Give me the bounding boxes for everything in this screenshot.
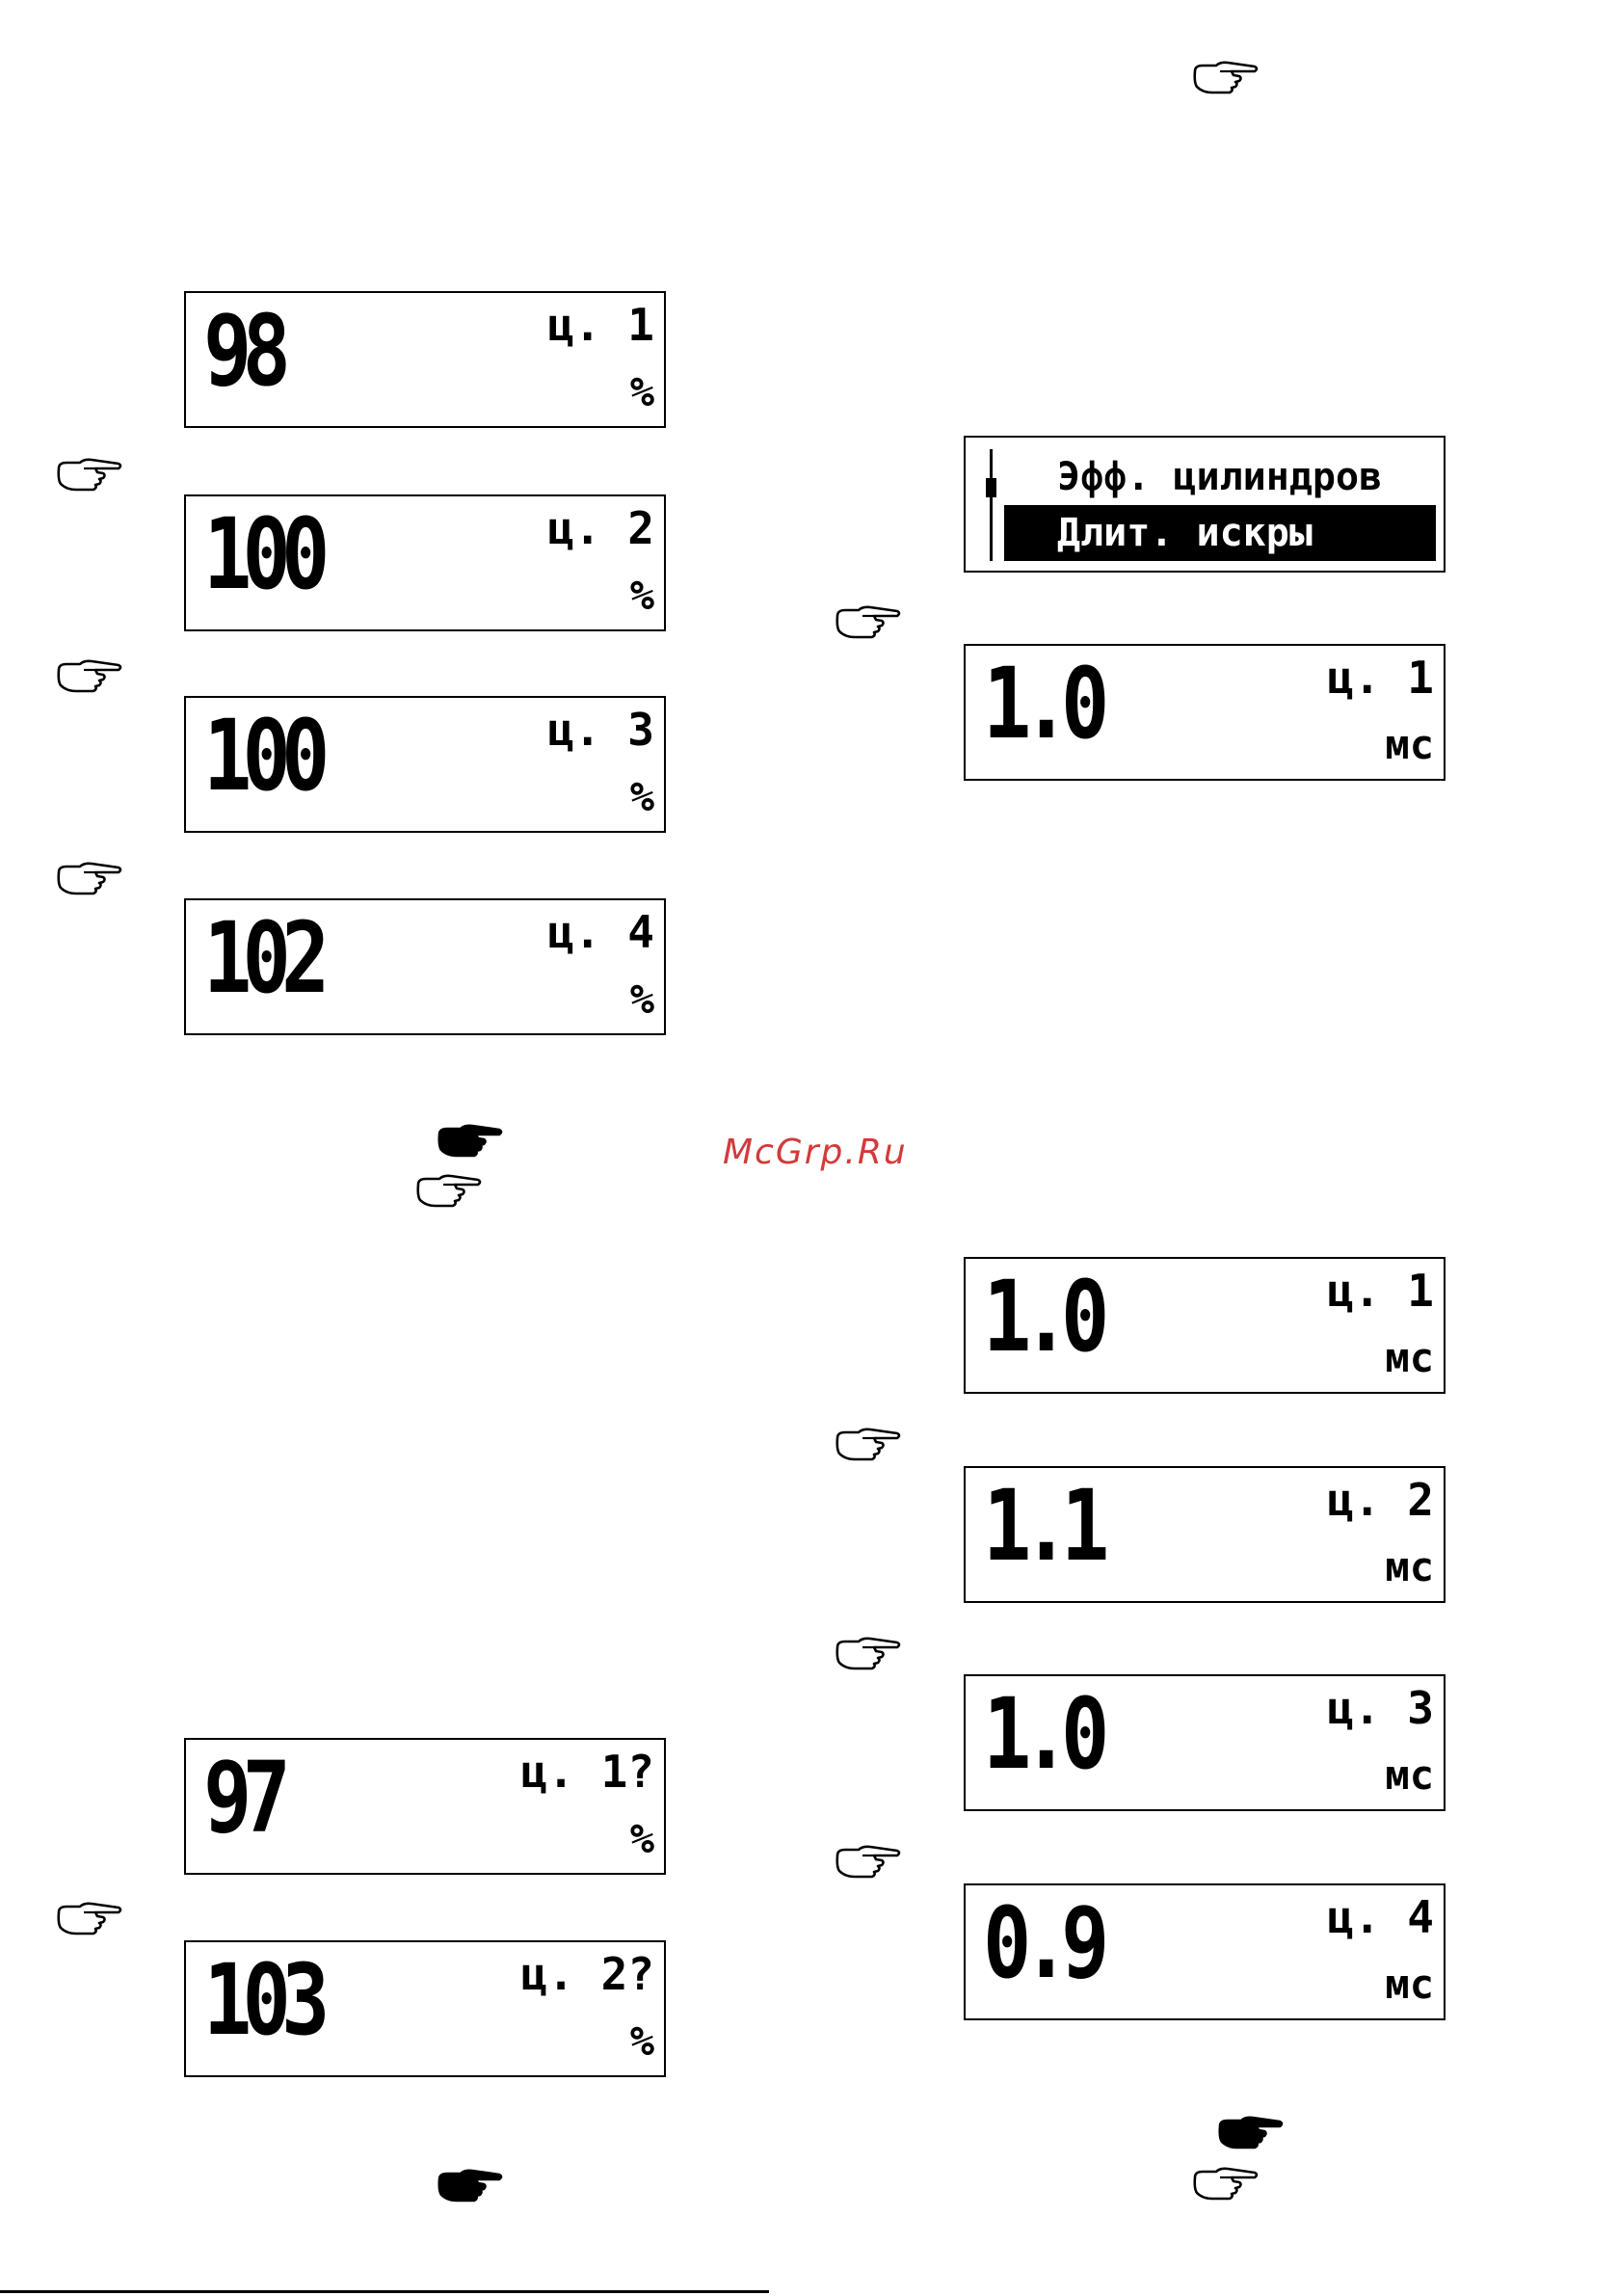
- lcd-value: 100: [203, 699, 321, 814]
- hand-pointer-icon: [834, 602, 901, 641]
- lcd-label: ц. 1: [1327, 1265, 1434, 1317]
- menu-scrollbar: [990, 449, 993, 561]
- menu-item-spark-duration[interactable]: Длит. искры: [1004, 505, 1436, 561]
- hand-pointer-icon: [1191, 58, 1259, 96]
- hand-pointer-icon: [834, 1425, 901, 1463]
- lcd-unit: мс: [1385, 1334, 1434, 1381]
- hand-pointer-icon: [55, 656, 122, 695]
- lcd-value: 98: [203, 294, 282, 409]
- lcd-unit: %: [629, 975, 654, 1023]
- lcd-label: ц. 3: [547, 704, 654, 756]
- menu-item-cylinder-efficiency[interactable]: Эфф. цилиндров: [1057, 455, 1383, 499]
- lcd-label: ц. 2: [547, 502, 654, 554]
- lcd-value: 97: [203, 1741, 282, 1855]
- lcd-display-cyl4-efficiency: [184, 898, 666, 1035]
- lcd-label: ц. 4: [547, 906, 654, 958]
- lcd-display-cyl1-efficiency: [184, 291, 666, 428]
- lcd-display-cyl2-efficiency-query: [184, 1940, 666, 2077]
- lcd-unit: мс: [1385, 721, 1434, 768]
- lcd-label: ц. 1: [547, 299, 654, 351]
- lcd-display-cyl4-spark: [964, 1883, 1446, 2020]
- lcd-value: 102: [203, 901, 321, 1016]
- lcd-unit: %: [629, 368, 654, 415]
- lcd-value: 1.0: [983, 647, 1101, 761]
- hand-pointer-filled-icon: [1216, 2113, 1284, 2151]
- lcd-unit: мс: [1385, 1751, 1434, 1799]
- lcd-unit: %: [629, 572, 654, 619]
- menu-scrollbar-thumb: [986, 478, 996, 497]
- lcd-unit: мс: [1385, 1543, 1434, 1590]
- lcd-label: ц. 1?: [520, 1746, 654, 1798]
- lcd-value: 1.0: [983, 1677, 1101, 1792]
- hand-pointer-icon: [55, 859, 122, 897]
- lcd-display-cyl3-efficiency: [184, 696, 666, 833]
- lcd-display-cyl3-spark: [964, 1674, 1446, 1811]
- lcd-value: 100: [203, 497, 321, 612]
- lcd-display-cyl2-spark: [964, 1466, 1446, 1603]
- watermark: McGrp.Ru: [723, 1133, 908, 1172]
- hand-pointer-icon: [414, 1171, 482, 1210]
- lcd-value: 1.1: [983, 1469, 1101, 1584]
- lcd-label: ц. 3: [1327, 1682, 1434, 1734]
- lcd-display-cyl1-spark: [964, 644, 1446, 781]
- hand-pointer-icon: [834, 1842, 901, 1881]
- hand-pointer-icon: [834, 1634, 901, 1672]
- hand-pointer-icon: [55, 455, 122, 494]
- hand-pointer-icon: [1191, 2164, 1259, 2203]
- lcd-unit: мс: [1385, 1961, 1434, 2008]
- hand-pointer-filled-icon: [436, 2166, 503, 2204]
- lcd-label: ц. 2: [1327, 1474, 1434, 1526]
- bottom-rule-left: [0, 2290, 769, 2293]
- lcd-display-cyl1-spark: [964, 1257, 1446, 1394]
- lcd-display-cyl2-efficiency: [184, 494, 666, 631]
- lcd-value: 1.0: [983, 1260, 1101, 1375]
- lcd-label: ц. 1: [1327, 652, 1434, 704]
- lcd-value: 103: [203, 1943, 321, 2058]
- lcd-value: 0.9: [983, 1886, 1101, 2001]
- lcd-label: ц. 2?: [520, 1948, 654, 2000]
- lcd-unit: %: [629, 1815, 654, 1862]
- hand-pointer-icon: [55, 1899, 122, 1937]
- lcd-unit: %: [629, 773, 654, 820]
- lcd-menu: [964, 436, 1446, 573]
- lcd-label: ц. 4: [1327, 1891, 1434, 1943]
- hand-pointer-filled-icon: [436, 1121, 503, 1160]
- lcd-display-cyl1-efficiency-query: [184, 1738, 666, 1875]
- lcd-unit: %: [629, 2017, 654, 2065]
